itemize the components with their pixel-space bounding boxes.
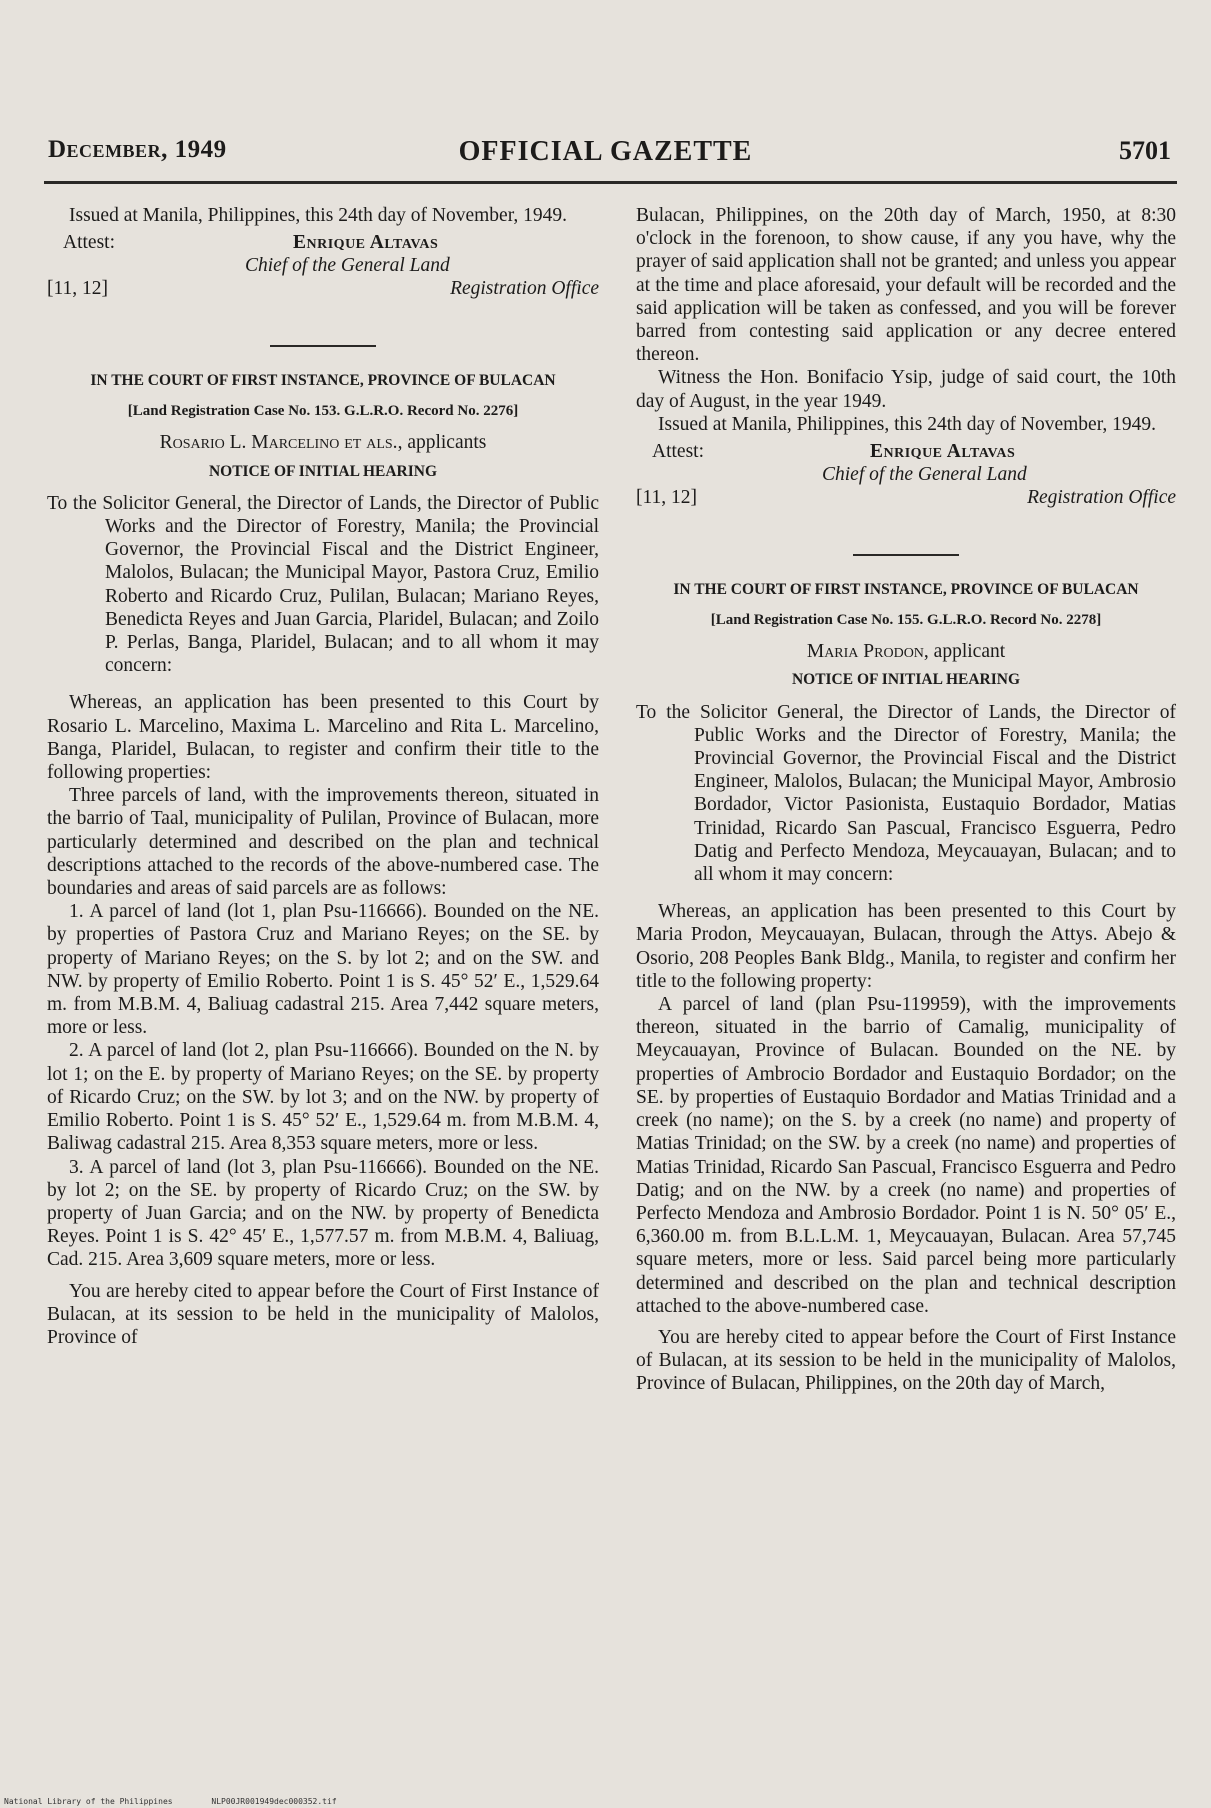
attest-block — [636, 440, 1176, 532]
attest-title-line2: Registration Office — [450, 278, 599, 300]
applicants-suffix: , applicants — [397, 432, 487, 454]
applicants-line — [636, 640, 1176, 663]
parcel-description: A parcel of land (plan Psu-119959), with the improvements thereon, situated in the barrio of Camalig, municipality of Meycauayan, Province of Bulacan. Bounded on the NE. by properties of Ambrocio Bordador and Eustaquio Bordador; on the SE. by properties of Eustaquio Bordador and Matias Trinidad and a creek (no name); on the S. by a creek (no name) and property of Matias Trinidad; on the SW. by a creek (no name) and properties of Matias Trinidad, Ricardo San Pascual, Francisco Esguerra and Pedro Datig; and on the NW. by a creek (no name) and properties of Perfecto Mendoza and Ambrosio Bordador. Point 1 is N. 50° 05′ E., 6,360.00 m. from B.L.L.M. 1, Meycauayan, Bulacan. Area 57,745 square meters, more or less. Said parcel being more particularly determined and described on the plan and technical description attached to the above-numbered case. — [636, 994, 1176, 1317]
applicants-line — [47, 431, 599, 454]
witness-line: Witness the Hon. Bonifacio Ysip, judge of said court, the 10th day of August, in the year 1949. — [636, 367, 1176, 412]
notice-heading: NOTICE OF INITIAL HEARING — [791, 671, 1021, 689]
attest-block — [47, 231, 599, 323]
parcel-description: 1. A parcel of land (lot 1, plan Psu-116666). Bounded on the NE. by properties of Pastora Cruz and Mariano Reyes; on the SE. by property of Mariano Reyes; on the S. by lot 2; and on the SW. and NW. by property of Emilio Roberto. Point 1 is S. 45° 52′ E., 1,529.64 m. from M.B.M. 4, Baliuag cadastral 215. Area 7,442 square meters, more or less. — [47, 901, 599, 1039]
section-separator — [270, 345, 376, 347]
attest-ref: [11, 12] — [636, 487, 698, 509]
issue-date: December, 1949 — [48, 136, 227, 163]
body-paragraph: Whereas, an application has been presented to this Court by Maria Prodon, Meycauayan, Bulacan, through the Attys. Abejo & Osorio, 208 Peoples Bank Bldg., Manila, to register and confirm her title to the following property: — [636, 901, 1176, 992]
issued-line: Issued at Manila, Philippines, this 24th day of November, 1949. — [69, 205, 568, 226]
applicants-name: Rosario L. Marcelino et als. — [159, 432, 398, 454]
attest-label: Attest: — [652, 441, 704, 463]
attest-name: Enrique Altavas — [870, 441, 1016, 463]
issued-line: Issued at Manila, Philippines, this 24th day of November, 1949. — [658, 413, 1157, 435]
applicants-suffix: , applicant — [923, 641, 1006, 663]
attest-name: Enrique Altavas — [293, 232, 439, 254]
applicants-name: Maria Prodon — [806, 641, 924, 663]
case-reference: [Land Registration Case No. 155. G.L.R.O. Record No. 2278] — [710, 612, 1102, 629]
attest-label: Attest: — [63, 232, 115, 254]
court-heading: IN THE COURT OF FIRST INSTANCE, PROVINCE OF BULACAN — [673, 581, 1139, 599]
addressees: To the Solicitor General, the Director of Lands, the Director of Public Works and the Director of Forestry, Manila; the Provincial Governor, the Provincial Fiscal and the District Engineer, Malolos, Bulacan; the Municipal Mayor, Pastora Cruz, Emilio Roberto and Ricardo Cruz, Pulilan, Bulacan; Mariano Reyes, Benedicta Reyes and Juan Garcia, Plaridel, Bulacan; and Zoilo P. Perlas, Banga, Plaridel, Bulacan; and to all whom it may concern: — [47, 492, 599, 677]
left-column — [47, 204, 599, 1349]
footer-file: NLP00JR001949dec000352.tif — [211, 1797, 337, 1806]
court-heading: IN THE COURT OF FIRST INSTANCE, PROVINCE OF BULACAN — [90, 372, 556, 390]
attest-title-line2: Registration Office — [1027, 487, 1176, 509]
publication-title: OFFICIAL GAZETTE — [458, 136, 753, 167]
attest-ref: [11, 12] — [47, 278, 109, 300]
body-paragraph: You are hereby cited to appear before the Court of First Instance of Bulacan, at its session to be held in the municipality of Malolos, Province of — [47, 1280, 599, 1348]
body-paragraph: You are hereby cited to appear before the Court of First Instance of Bulacan, at its session to be held in the municipality of Malolos, Province of Bulacan, Philippines, on the 20th day of March, — [636, 1326, 1176, 1395]
notice-heading: NOTICE OF INITIAL HEARING — [208, 462, 438, 480]
page-number: 5701 — [1119, 136, 1171, 165]
right-column — [636, 204, 1176, 1396]
addressees: To the Solicitor General, the Director of Lands, the Director of Public Works and the Director of Forestry, Manila; the Provincial Governor, the Provincial Fiscal and the District Engineer, Malolos, Bulacan; the Municipal Mayor, Ambrosio Bordador, Victor Pasionista, Eustaquio Bordador, Matias Trinidad, Ricardo San Pascual, Francisco Esguerra, Pedro Datig and Perfecto Mendoza, Meycauayan, Bulacan; and to all whom it may concern: — [636, 701, 1176, 886]
body-paragraph: Three parcels of land, with the improvements thereon, situated in the barrio of Taal, municipality of Pulilan, Province of Bulacan, more particularly determined and described on the plan and technical descriptions attached to the records of the above-numbered case. The boundaries and areas of said parcels are as follows: — [47, 785, 599, 900]
scan-footer — [4, 1797, 371, 1806]
case-reference: [Land Registration Case No. 153. G.L.R.O. Record No. 2276] — [127, 403, 519, 420]
attest-title-line1: Chief of the General Land — [245, 255, 450, 277]
attest-title-line1: Chief of the General Land — [822, 464, 1027, 486]
body-paragraph: Whereas, an application has been presented to this Court by Rosario L. Marcelino, Maxima L. Marcelino and Rita L. Marcelino, Banga, Plaridel, Bulacan, to register and confirm their title to the following properties: — [47, 692, 599, 784]
parcel-description: 2. A parcel of land (lot 2, plan Psu-116666). Bounded on the N. by lot 1; on the E. by property of Mariano Reyes; on the SE. by property of Ricardo Cruz; on the SW. by lot 3; and on the NW. by property of Emilio Roberto. Point 1 is S. 45° 52′ E., 1,529.64 m. from M.B.M. 4, Baliwag cadastral 215. Area 8,353 square meters, more or less. — [47, 1040, 599, 1155]
section-separator — [853, 554, 959, 556]
header-rule — [44, 181, 1177, 184]
footer-library: National Library of the Philippines — [4, 1797, 173, 1806]
continued-paragraph: Bulacan, Philippines, on the 20th day of March, 1950, at 8:30 o'clock in the forenoon, to show cause, if any you have, why the prayer of said application shall not be granted; and unless you appear at the time and place aforesaid, your default will be recorded and the said application will be taken as confessed, and you will be forever barred from contesting said application or any decree entered thereon. — [636, 205, 1176, 366]
parcel-description: 3. A parcel of land (lot 3, plan Psu-116666). Bounded on the NE. by lot 2; on the SE. by property of Ricardo Cruz; on the SW. by property of Juan Garcia; and on the NW. by property of Benedicta Reyes. Point 1 is S. 42° 45′ E., 1,577.57 m. from M.B.M. 4, Baliuag, Cad. 215. Area 3,609 square meters, more or less. — [47, 1156, 599, 1271]
